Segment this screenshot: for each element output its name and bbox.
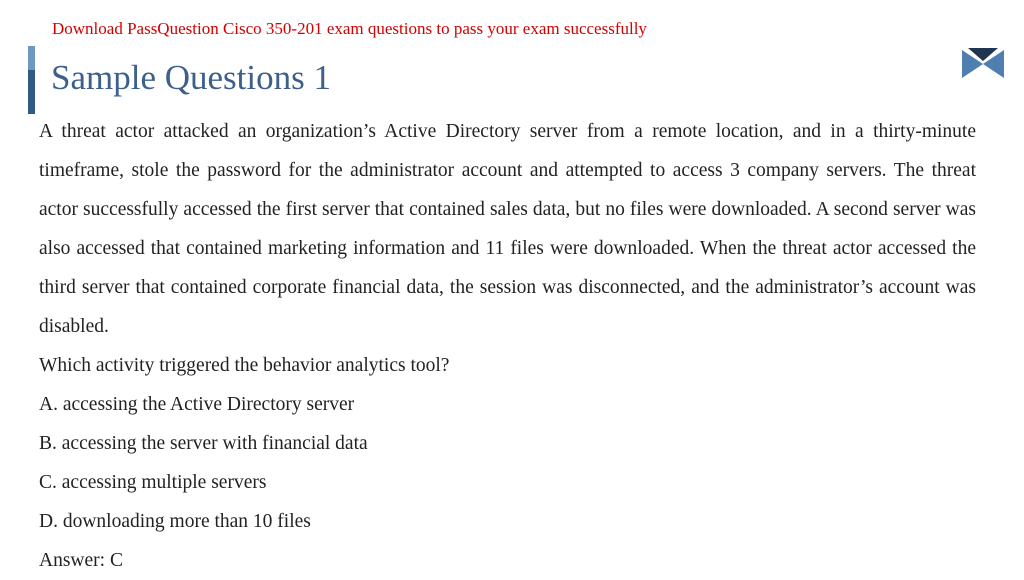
bowtie-logo-icon <box>962 46 1004 82</box>
answer-text: Answer: C <box>39 550 123 571</box>
question-prompt: Which activity triggered the behavior analytics tool? <box>39 355 450 376</box>
question-body <box>39 112 976 580</box>
option-a: A. accessing the Active Directory server <box>39 394 355 415</box>
option-c: C. accessing multiple servers <box>39 472 267 493</box>
question-text: A threat actor attacked an organization’s Active Directory server from a remote location, and in a thirty-minute timeframe, stole the password for the administrator account and attempted to access 3 company servers. The threat actor successfully accessed the first server that contained sales data, but no files were downloaded. A second server was also accessed that contained marketing information and 11 files were downloaded. When the threat actor accessed the third server that contained corporate financial data, the session was disconnected, and the administrator’s account was disabled. <box>39 121 976 337</box>
slide-title: Sample Questions 1 <box>51 58 331 97</box>
option-d: D. downloading more than 10 files <box>39 511 311 532</box>
title-accent-bar-highlight <box>28 46 35 70</box>
option-b: B. accessing the server with financial data <box>39 433 368 454</box>
download-banner[interactable]: Download PassQuestion Cisco 350-201 exam questions to pass your exam successfully <box>52 19 647 38</box>
